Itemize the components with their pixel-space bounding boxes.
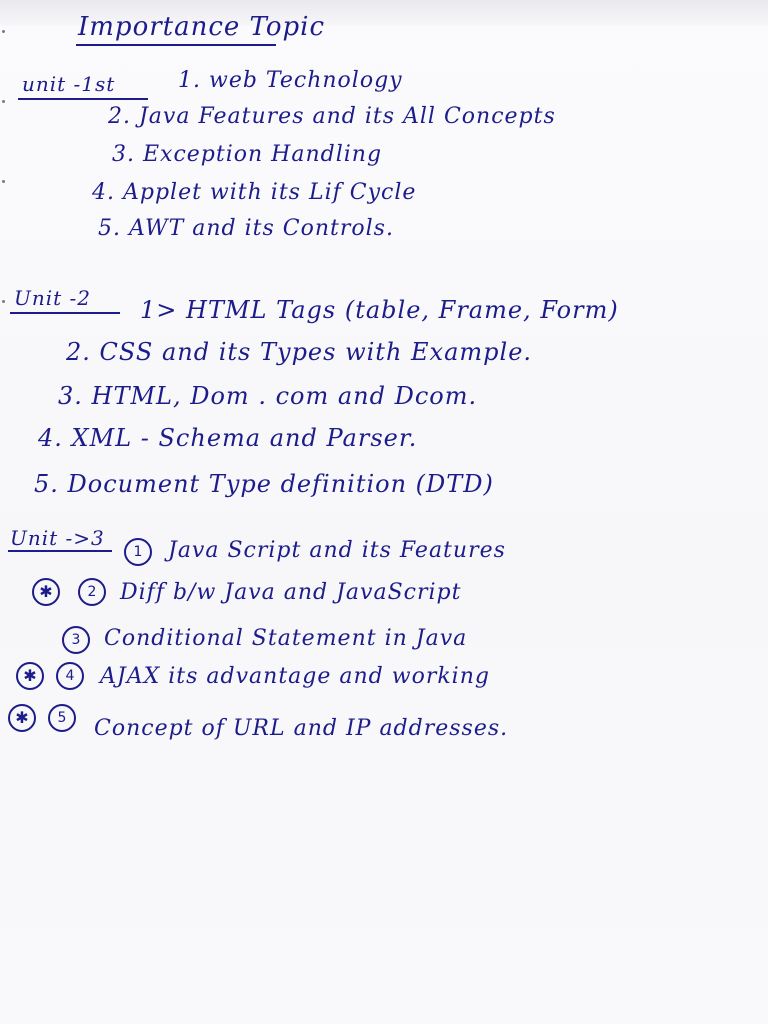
unit-1-label: unit -1st — [22, 72, 116, 96]
unit-2-item-4: 4. XML - Schema and Parser. — [38, 424, 418, 452]
item-number-circle: 1 — [124, 538, 152, 566]
unit-3-underline — [8, 550, 112, 552]
star-icon: ✱ — [8, 704, 36, 732]
item-number-circle: 2 — [78, 578, 106, 606]
unit-2-label: Unit -2 — [14, 286, 92, 310]
page-title: Importance Topic — [78, 12, 326, 42]
star-icon: ✱ — [16, 662, 44, 690]
margin-dot — [2, 300, 5, 303]
unit-3-label: Unit ->3 — [10, 526, 105, 550]
item-number-circle: 5 — [48, 704, 76, 732]
unit-3-item-2: Diff b/w Java and JavaScript — [120, 580, 462, 605]
margin-dot — [2, 30, 5, 33]
unit-1-item-5: 5. AWT and its Controls. — [98, 216, 394, 241]
item-number-circle: 4 — [56, 662, 84, 690]
margin-dot — [2, 180, 5, 183]
item-number-circle: 3 — [62, 626, 90, 654]
unit-2-item-5: 5. Document Type definition (DTD) — [34, 470, 494, 498]
unit-3-item-5: Concept of URL and IP addresses. — [94, 716, 509, 741]
unit-3-item-4: AJAX its advantage and working — [100, 664, 490, 689]
unit-1-underline — [18, 98, 148, 100]
unit-3-item-1: Java Script and its Features — [168, 538, 506, 563]
unit-2-underline — [10, 312, 120, 314]
margin-dot — [2, 100, 5, 103]
unit-3-item-3: Conditional Statement in Java — [104, 626, 468, 651]
unit-1-item-2: 2. Java Features and its All Concepts — [108, 104, 556, 129]
unit-2-item-3: 3. HTML, Dom . com and Dcom. — [58, 382, 478, 410]
unit-1-item-3: 3. Exception Handling — [112, 142, 383, 167]
unit-2-item-2: 2. CSS and its Types with Example. — [66, 338, 533, 366]
title-underline — [76, 44, 276, 46]
unit-1-item-4: 4. Applet with its Lif Cycle — [92, 180, 417, 205]
unit-2-item-1: 1> HTML Tags (table, Frame, Form) — [140, 296, 619, 324]
star-icon: ✱ — [32, 578, 60, 606]
unit-1-item-1: 1. web Technology — [178, 68, 403, 93]
